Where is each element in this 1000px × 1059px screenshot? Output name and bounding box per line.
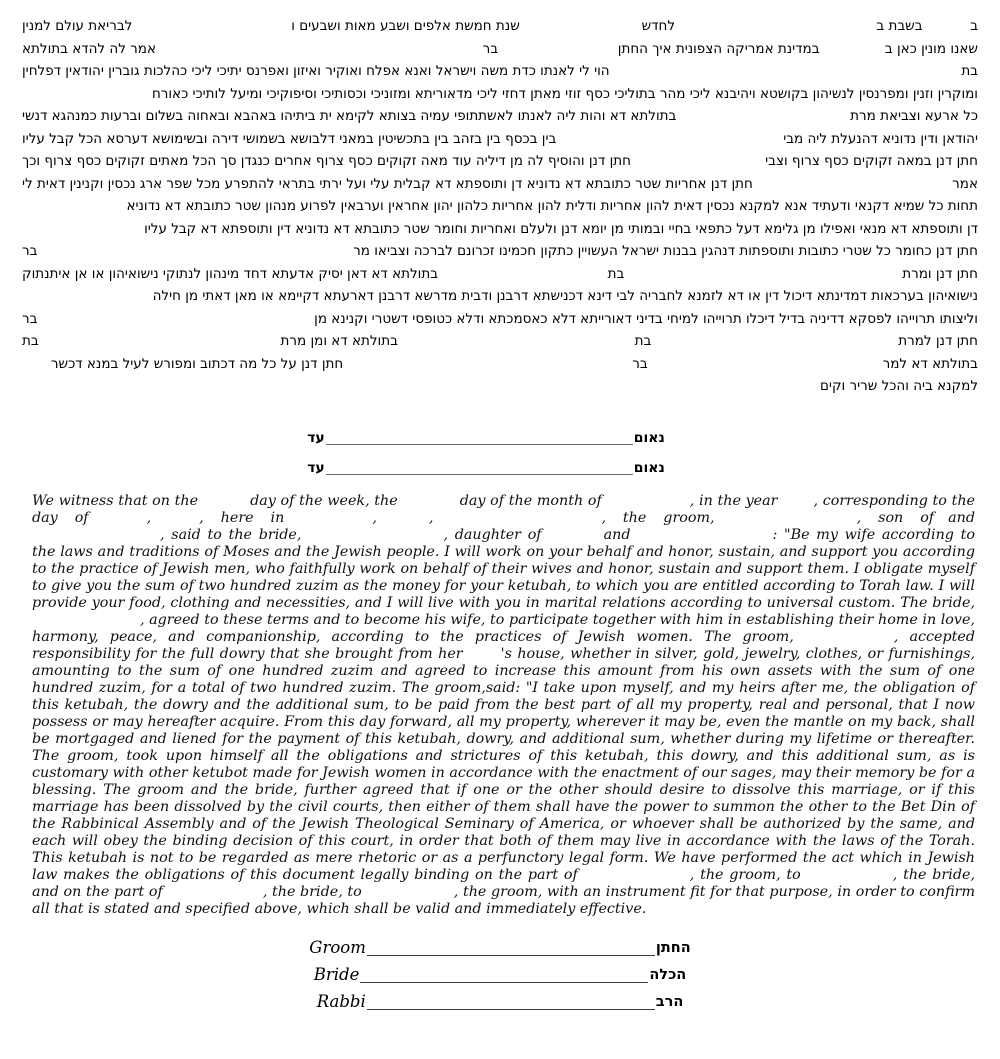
fill-in-blank xyxy=(163,895,263,896)
groom-label: Groom xyxy=(309,938,366,957)
hebrew-line xyxy=(22,356,978,379)
fill-in-blank xyxy=(630,538,772,539)
hebrew-line xyxy=(22,311,978,334)
hebrew-text-segment: ומוקרין וזנין ומפרנסין לנשיהון בקושטא ויהיבנא ליכי מהר בתוליכי כסף זוזי מאתן דחזי ליכי מדאוריתא ומזוניכי וכסותיכי וסיפוקיכי ומיעל לותיכי כאורח xyxy=(151,85,978,102)
witness-label-ed: עד xyxy=(307,459,325,476)
hebrew-line xyxy=(22,176,978,199)
fill-in-blank xyxy=(32,623,140,624)
fill-in-blank xyxy=(89,521,147,522)
witness-signature-row xyxy=(296,445,676,475)
hebrew-line xyxy=(22,288,978,311)
hebrew-text-segment: בת xyxy=(634,333,652,349)
hebrew-text-segment: בר xyxy=(22,310,38,327)
fill-in-blank xyxy=(362,895,454,896)
hebrew-text-segment: בין בכסף בין בזהב בין בתכשיטין במאני דלבושא בשמושי דירה ובשימושא דערסא הכל קבל עליו xyxy=(22,130,557,147)
bride-hebrew-label: הכלה xyxy=(649,967,687,983)
groom-hebrew-label: החתן xyxy=(655,940,691,956)
hebrew-line xyxy=(22,108,978,131)
hebrew-text-segment: לחדש xyxy=(641,18,676,34)
witness-signature-block xyxy=(0,415,1000,475)
hebrew-text-segment: בר xyxy=(632,355,648,372)
hebrew-text-segment: לבריאת עולם למנין xyxy=(22,18,133,34)
hebrew-text-segment: תחות כל שמיא דקנאי ודעתיד אנא למקנא נכסין דאית להון אחריות ודלית להון אחריות כלהון יהון אחראין וערבאין לפרוע מנהון שטר כתובתא דא נדוניא xyxy=(126,198,978,214)
hebrew-line xyxy=(22,18,978,41)
fill-in-blank xyxy=(578,878,690,879)
fill-in-blank xyxy=(151,521,199,522)
signature-block xyxy=(0,930,1000,1011)
hebrew-text-segment: בר xyxy=(22,243,38,259)
hebrew-text-segment: חתן דנן והוסיף לה מן דיליה עוד מאה זקוקים כסף צרוף אחרים כנגדן סך הכל מאתים זקוקים כסף צרוף וכך xyxy=(22,153,631,169)
hebrew-line xyxy=(22,198,978,221)
fill-in-blank xyxy=(284,521,372,522)
groom-signature-row xyxy=(0,930,1000,957)
fill-in-blank xyxy=(198,504,250,505)
english-text-section: We witness that on the day of the week, the day of the month of , in the year , corresponding to the day of , , here in , , , the groom, , son of and, said to the bride, , daughter of and : "Be my wife according to the laws and traditions of Moses and the Jewish people. I will work on your behalf and honor, sustain, and support you according to the practice of Jewish men, who faithfully work on behalf of their wives and honor, sustain and support them. I obligate myself to give you the sum of two hundred zuzim as the money for your ketubah, to which you are entitled according to Torah law. I will provide your food, clothing and necessities, and I will live with you in marital relations according to universal custom. The bride,, agreed to these terms and to become his wife, to participate together with him in establishing their home in love, harmony, peace, and companionship, according to the practices of Jewish women. The groom, , accepted responsibility for the full dowry that she brought from her 's house, whether in silver, gold, jewelry, clothes, or furnishings, amounting to the sum of one hundred zuzim and agreed to increase this amount from his own assets with the sum of one hundred zuzim, for a total of two hundred zuzim. The groom,said: "I take upon myself, and my heirs after me, the obligation of this ketubah, the dowry and the additional sum, to be paid from the best part of all my property, real and personal, that I now possess or may hereafter acquire. From this day forward, all my property, wherever it may be, even the mantle on my back, shall be mortgaged and liened for the payment of this ketubah, dowry, and additional sum, whether during my lifetime or thereafter. The groom, took upon himself all the obligations and strictures of this ketubah, this dowry, and this additional sum, as is customary with other ketubot made for Jewish women in accordance with the enactment of our sages, may their memory be for a blessing. The groom and the bride, further agreed that if one or the other should desire to dissolve this marriage, or if this marriage has been dissolved by the civil courts, then either of them shall have the power to summon the other to the Bet Din of the Rabbinical Assembly and of the Jewish Theological Seminary of America, or whoever shall be authorized by the same, and each will obey the binding decision of this court, in order that both of them may live in accordance with the laws of the Torah. This ketubah is not to be regarded as mere rhetoric or as a perfunctory legal form. We have performed the act which in Jewish law makes the obligations of this document legally binding on the part of , the groom, to , the bride, and on the part of , the bride, to , the groom, with an instrument fit for that purpose, in order to confirm all that is stated and specified above, which shall be valid and immediately effective. xyxy=(32,492,976,917)
fill-in-blank xyxy=(778,504,814,505)
hebrew-text-segment: בת xyxy=(961,63,978,79)
rabbi-label: Rabbi xyxy=(316,992,366,1011)
fill-in-blank xyxy=(934,521,948,522)
hebrew-text-segment: במדינת אמריקה הצפונית איך החתן xyxy=(617,40,820,57)
hebrew-text-segment: אמר xyxy=(952,175,978,192)
hebrew-line xyxy=(22,63,978,86)
fill-in-blank xyxy=(301,538,443,539)
witness-label-ed: עד xyxy=(307,429,325,446)
hebrew-text-segment: ב xyxy=(970,18,978,34)
hebrew-text-segment: בתולתא דא דאן יסיק אדעתא דחד מינהון לנתוקי נישואיהון או אן איתנתוק xyxy=(22,265,439,282)
fill-in-blank xyxy=(715,521,857,522)
hebrew-text-segment: כל ארעא וצביאת מרת xyxy=(850,108,978,124)
fill-in-blank xyxy=(602,504,690,505)
hebrew-text-segment: וליצותו תרוייהו לפסקא דדיניה בדיל דיכלו תרוייהו למיחי בדיני דאורייתא דלא כאסמכתא ודלא כטופסי דשטרי וקנינא מן xyxy=(314,310,978,327)
hebrew-text-segment: בת xyxy=(22,333,39,349)
rabbi-hebrew-label: הרב xyxy=(655,994,684,1010)
hebrew-text-segment: נישואיהון בערכאות דמדינתא דיכול דין או דא לזמנא לחבריה לבי דינא דכנישתא דרבנן ודבית מדרשא דרבנן דארעתא דקיימא או מאן דאתי מן חילה xyxy=(152,288,978,304)
hebrew-line xyxy=(22,131,978,154)
fill-in-blank xyxy=(377,521,429,522)
hebrew-text-segment: חתן דנן למרת xyxy=(898,333,978,349)
fill-in-blank xyxy=(801,878,893,879)
bride-signature-row xyxy=(0,957,1000,984)
fill-in-blank xyxy=(463,657,501,658)
hebrew-text-section xyxy=(0,0,1000,401)
hebrew-line xyxy=(22,378,978,401)
hebrew-text-segment: דן ותוספתא דא מנאי ואפילו מן גלימא דעל כתפאי בחיי ובמותי מן יומא דנן ולעלם ואחריות וחומר שטר כתובתא דא נדוניא דין ותוספתא דא קבל עליו xyxy=(144,220,978,237)
hebrew-text-segment: הוי לי לאנתו כדת משה וישראל ואנא אפלח ואוקיר ואיזון ואפרנס יתיכי ליכי כהלכות גוברין יהודאין דפלחין xyxy=(22,63,610,79)
rabbi-signature-row xyxy=(0,984,1000,1011)
hebrew-text-segment: בתולתא דא והות ליה לאנתו לאשתתופי עמיה בצותא לקימא ית ביתיהו באהבא ובאחוה בשלום וברעות כמנהגא דנשי xyxy=(22,108,677,124)
hebrew-line xyxy=(22,243,978,266)
witness-signature-line xyxy=(326,473,633,475)
groom-signature-line xyxy=(367,954,655,956)
hebrew-text-segment: בשבת ב xyxy=(876,18,923,34)
hebrew-text-segment: חתן דנן במאה זקוקים כסף צרוף וצבי xyxy=(765,153,978,169)
hebrew-text-segment: שנת חמשת אלפים ושבע מאות ושבעים ו xyxy=(291,18,520,34)
hebrew-text-segment: בת xyxy=(607,265,625,282)
hebrew-text-segment: חתן דנן כחומר כל שטרי כתובות ותוספתות דנהגין בבנות ישראל העשויין כתקון חכמינו זכרונם לברכה וצביאו מר xyxy=(353,243,978,259)
hebrew-line xyxy=(22,86,978,109)
witness-label-neum: נאום xyxy=(633,429,665,446)
hebrew-text-segment: למקנא ביה והכל שריר וקים xyxy=(819,378,978,394)
hebrew-text-segment: חתן דנן ומרת xyxy=(902,265,978,282)
fill-in-blank xyxy=(794,640,894,641)
hebrew-text-segment: יהודאן ודין נדוניא דהנעלת ליה מבי xyxy=(783,130,978,147)
hebrew-line xyxy=(22,221,978,244)
rabbi-signature-line xyxy=(367,1008,655,1010)
hebrew-text-segment: בר xyxy=(482,40,499,57)
bride-signature-line xyxy=(360,981,648,983)
hebrew-text-segment: בתולתא דא ומן מרת xyxy=(280,333,398,349)
hebrew-text-segment: אמר לה להדא בתולתא xyxy=(22,40,156,57)
hebrew-text-segment: בתולתא דא למר xyxy=(882,355,978,372)
bride-label: Bride xyxy=(313,965,360,984)
hebrew-text-segment: חתן דנן על כל מה דכתוב ומפורש לעיל במנא דכשר xyxy=(50,355,344,372)
hebrew-line xyxy=(22,41,978,64)
fill-in-blank xyxy=(433,521,601,522)
hebrew-text-segment: שאנו מונין כאן ב xyxy=(884,40,978,57)
hebrew-line xyxy=(22,333,978,356)
fill-in-blank xyxy=(32,538,160,539)
witness-signature-row xyxy=(296,415,676,445)
hebrew-line xyxy=(22,266,978,289)
witness-label-neum: נאום xyxy=(633,459,665,476)
fill-in-blank xyxy=(542,538,604,539)
hebrew-line xyxy=(22,153,978,176)
hebrew-text-segment: חתן דנן אחריות שטר כתובתא דא נדוניא דן ותוספתא דא קבלית עלי ועל ירתי בתראי להתפרע מכל שפר ארג נכסין וקנינין דאית לי xyxy=(22,175,753,192)
fill-in-blank xyxy=(398,504,460,505)
